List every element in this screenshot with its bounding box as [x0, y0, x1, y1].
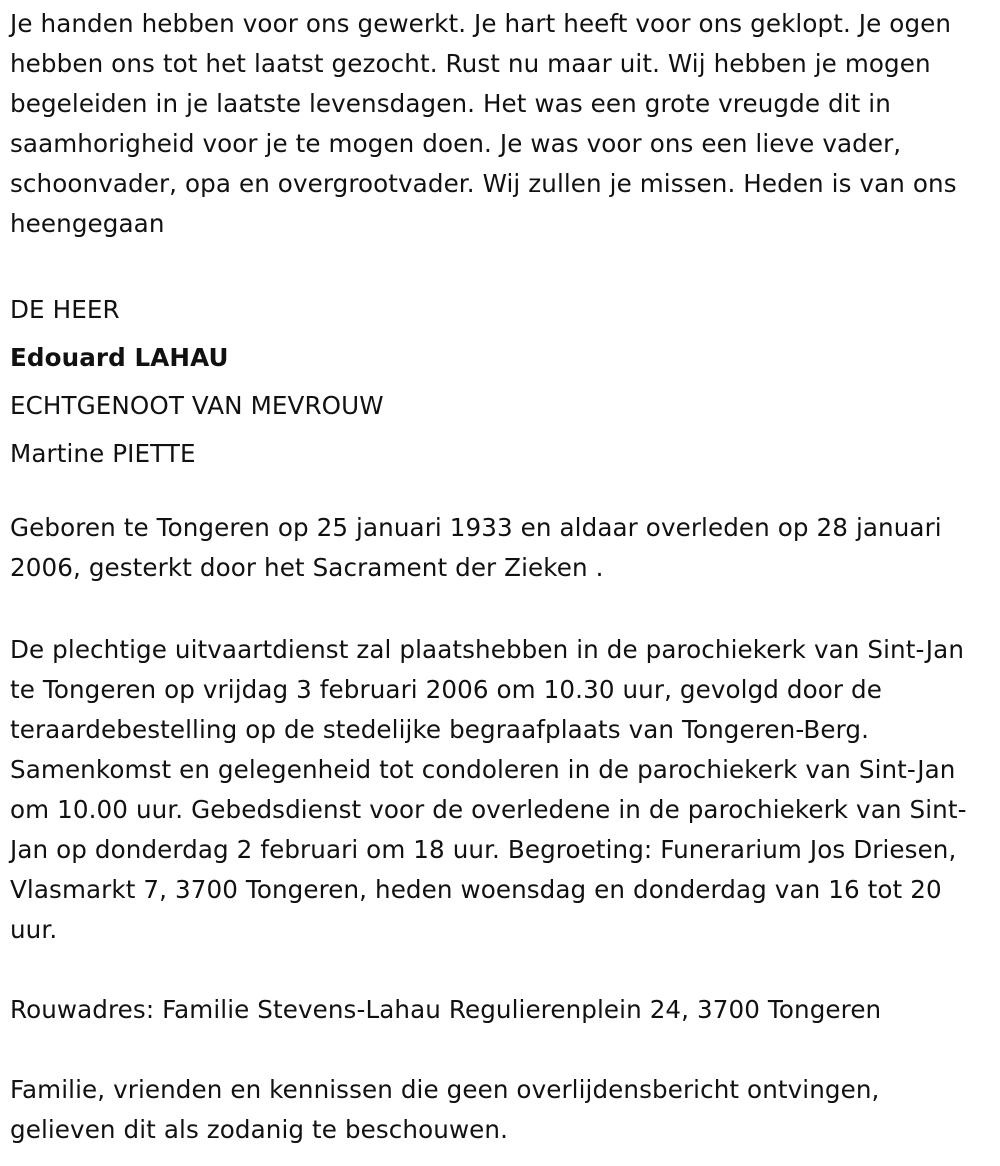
deceased-name: Edouard LAHAU	[10, 343, 229, 372]
spouse-name: Martine PIETTE	[10, 439, 196, 468]
mourning-address: Rouwadres: Familie Stevens-Lahau Regulierenplein 24, 3700 Tongeren	[10, 995, 882, 1024]
deceased-block	[10, 286, 384, 478]
intro-paragraph: Je handen hebben voor ons gewerkt. Je hart heeft voor ons geklopt. Je ogen hebben ons tot het laatst gezocht. Rust nu maar uit. Wij hebben je mogen begeleiden in je laatste levensdagen. Het was een grote vreugde dit in saamhorigheid voor je te mogen doen. Je was voor ons een lieve vader, schoonvader, opa en overgrootvader. Wij zullen je missen. Heden is van ons heengegaan	[10, 9, 957, 238]
spouse-label: ECHTGENOOT VAN MEVROUW	[10, 391, 384, 420]
birth-death-paragraph: Geboren te Tongeren op 25 januari 1933 en aldaar overleden op 28 januari 2006, gesterkt door het Sacrament der Zieken .	[10, 513, 942, 582]
funeral-service-paragraph: De plechtige uitvaartdienst zal plaatshebben in de parochiekerk van Sint-Jan te Tongeren op vrijdag 3 februari 2006 om 10.30 uur, gevolgd door de teraardebestelling op de stedelijke begraafplaats van Tongeren-Berg. Samenkomst en gelegenheid tot condoleren in de parochiekerk van Sint-Jan om 10.00 uur. Gebedsdienst voor de overledene in de parochiekerk van Sint-Jan op donderdag 2 februari om 18 uur. Begroeting: Funerarium Jos Driesen, Vlasmarkt 7, 3700 Tongeren, heden woensdag en donderdag van 16 tot 20 uur.	[10, 635, 967, 944]
honorific: DE HEER	[10, 295, 120, 324]
family-note: Familie, vrienden en kennissen die geen overlijdensbericht ontvingen, gelieven dit als zodanig te beschouwen.	[10, 1075, 880, 1144]
